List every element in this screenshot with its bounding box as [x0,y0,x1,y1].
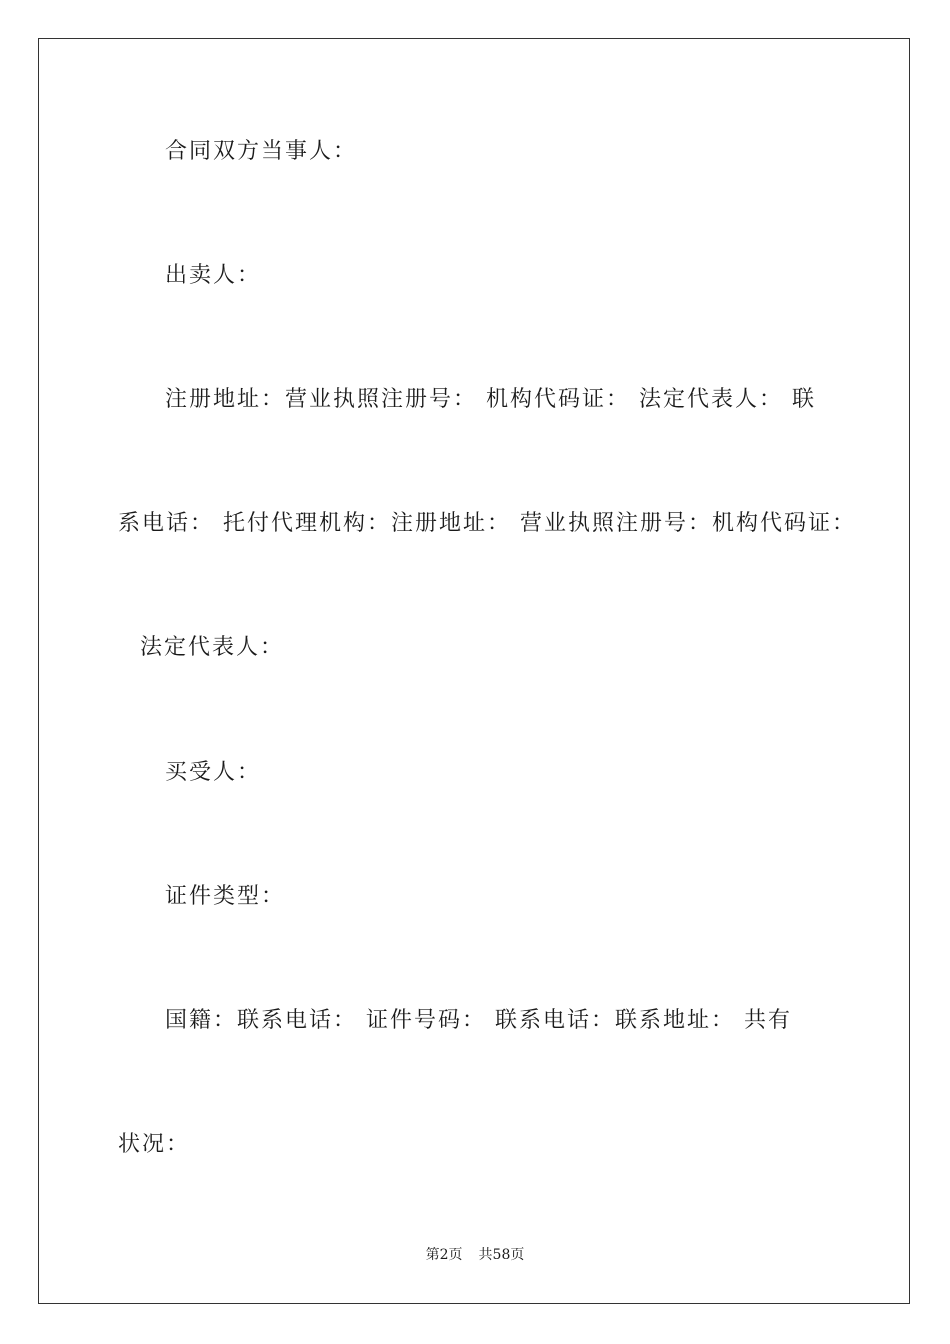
line-contract-parties: 合同双方当事人： [165,139,358,164]
page-footer [0,1246,950,1264]
line-seller-details-2: 系电话： 托付代理机构：注册地址： 营业执照注册号：机构代码证： [118,511,856,536]
line-seller-details-3: 法定代表人： [140,635,285,660]
line-seller-details-1: 注册地址：营业执照注册号： 机构代码证： 法定代表人： 联 [165,387,816,412]
page-number: 第2页 [425,1247,463,1263]
page-border [38,38,910,1304]
line-id-type: 证件类型： [165,884,286,909]
line-buyer: 买受人： [165,760,262,785]
line-buyer-details-1: 国籍：联系电话： 证件号码： 联系电话：联系地址： 共有 [165,1008,792,1033]
line-seller: 出卖人： [165,263,262,288]
page-total: 共58页 [478,1247,525,1263]
line-buyer-details-2: 状况： [118,1132,191,1157]
